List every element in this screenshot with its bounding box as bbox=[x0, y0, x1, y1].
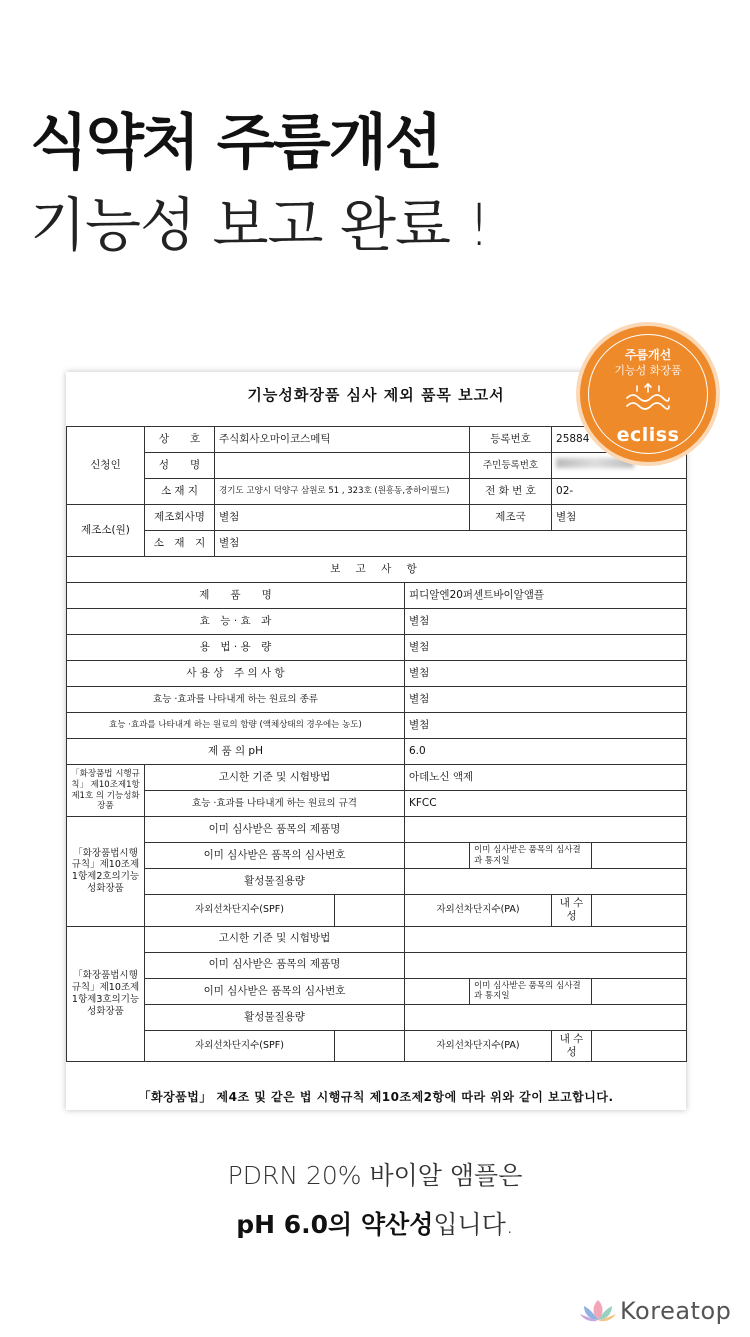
badge-brand: ecliss bbox=[616, 424, 680, 446]
section2-product-label: 이미 심사받은 품목의 제품명 bbox=[145, 817, 405, 843]
wrinkle-care-badge bbox=[576, 322, 720, 466]
section2-spf-label: 자외선차단지수(SPF) bbox=[145, 895, 335, 926]
section2-review-no-label: 이미 심사받은 품목의 심사번호 bbox=[145, 843, 405, 869]
resident-id-label: 주민등록번호 bbox=[470, 453, 552, 479]
report-row-value: 별첨 bbox=[405, 713, 687, 739]
section3-label: 「화장품법시행규칙」제10조제1항제3호의기능성화장품 bbox=[67, 926, 145, 1062]
section3-review-date-label: 이미 심사받은 품목의 심사결과 통지일 bbox=[470, 978, 592, 1004]
headline-main: 식약처 주름개선 bbox=[30, 108, 441, 178]
section3-review-no-label: 이미 심사받은 품목의 심사번호 bbox=[145, 978, 405, 1004]
section3-spf-value bbox=[335, 1030, 405, 1061]
section2-water-value bbox=[592, 895, 687, 926]
report-row-label: 사 용 상 주 의 사 항 bbox=[67, 661, 405, 687]
section2-review-date-value bbox=[592, 843, 687, 869]
section3-water-value bbox=[592, 1030, 687, 1061]
country-label: 제조국 bbox=[470, 505, 552, 531]
report-row-label: 효능 ·효과를 나타내게 하는 원료의 종류 bbox=[67, 687, 405, 713]
reg-number-value: 25884 bbox=[552, 427, 687, 453]
phone-label: 전 화 번 호 bbox=[470, 479, 552, 505]
section1-label: 「화장품법 시행규칙」 제10조제1항제1호 의 기능성화장품 bbox=[67, 765, 145, 817]
section2-label: 「화장품법시행규칙」제10조제1항제2호의기능성화장품 bbox=[67, 817, 145, 927]
badge-subtitle: 기능성 화장품 bbox=[614, 364, 682, 377]
section3-method-label: 고시한 기준 및 시험방법 bbox=[145, 926, 405, 952]
section3-product-label: 이미 심사받은 품목의 제품명 bbox=[145, 952, 405, 978]
section3-pa-label: 자외선차단지수(PA) bbox=[405, 1030, 552, 1061]
section2-active-label: 활성물질용량 bbox=[145, 869, 405, 895]
headline-sub: 기능성 보고 완료 ! bbox=[30, 191, 490, 259]
manufacturer-section-label: 제조소(원) bbox=[67, 505, 145, 557]
report-row-label: 제 품 명 bbox=[67, 583, 405, 609]
section2-review-date-label: 이미 심사받은 품목의 심사결과 통지일 bbox=[470, 843, 592, 869]
lotus-logo-icon bbox=[578, 1296, 618, 1326]
company-name-value: 주식회사오마이코스메틱 bbox=[215, 427, 470, 453]
section1-row-value: KFCC bbox=[405, 791, 687, 817]
section2-active-value bbox=[405, 869, 687, 895]
caption-line-2 bbox=[0, 1205, 750, 1241]
company-name-label: 상 호 bbox=[145, 427, 215, 453]
section2-water-label: 내 수 성 bbox=[552, 895, 592, 926]
report-row-value: 별첨 bbox=[405, 635, 687, 661]
address-label: 소 재 지 bbox=[145, 479, 215, 505]
section2-product-value bbox=[405, 817, 687, 843]
report-row-value: 6.0 bbox=[405, 739, 687, 765]
section2-pa-label: 자외선차단지수(PA) bbox=[405, 895, 552, 926]
document-footer: 「화장품법」 제4조 및 같은 법 시행규칙 제10조제2항에 따라 위와 같이 보고합니다. bbox=[138, 1090, 614, 1104]
wrinkle-care-icon bbox=[623, 382, 673, 412]
section3-water-label: 내 수 성 bbox=[552, 1030, 592, 1061]
manufacturer-name-label: 제조회사명 bbox=[145, 505, 215, 531]
report-section-header: 보 고 사 항 bbox=[67, 557, 687, 583]
report-row-value: 별첨 bbox=[405, 687, 687, 713]
person-name-value bbox=[215, 453, 470, 479]
section2-spf-value bbox=[335, 895, 405, 926]
section3-spf-label: 자외선차단지수(SPF) bbox=[145, 1030, 335, 1061]
report-form-table bbox=[66, 426, 687, 1062]
section3-active-label: 활성물질용량 bbox=[145, 1004, 405, 1030]
address-value: 경기도 고양시 덕양구 삼원로 51 , 323호 (원흥동,중하이필드) bbox=[215, 479, 470, 505]
logo-text: Koreatop bbox=[620, 1297, 732, 1325]
section3-active-value bbox=[405, 1004, 687, 1030]
report-row-value: 피디알엔20퍼센트바이알앰플 bbox=[405, 583, 687, 609]
document-title: 기능성화장품 심사 제외 품목 보고서 bbox=[247, 386, 505, 404]
section3-review-date-value bbox=[592, 978, 687, 1004]
person-name-label: 성 명 bbox=[145, 453, 215, 479]
section2-review-no-value bbox=[405, 843, 470, 869]
reg-number-label: 등록번호 bbox=[470, 427, 552, 453]
section1-row-value: 아데노신 액제 bbox=[405, 765, 687, 791]
manufacturer-address-value: 별첨 bbox=[215, 531, 687, 557]
report-row-label: 효 능 · 효 과 bbox=[67, 609, 405, 635]
report-row-label: 용 법 · 용 량 bbox=[67, 635, 405, 661]
section1-row-label: 효능 ·효과를 나타내게 하는 원료의 규격 bbox=[145, 791, 405, 817]
report-row-value: 별첨 bbox=[405, 661, 687, 687]
report-row-value: 별첨 bbox=[405, 609, 687, 635]
manufacturer-address-label: 소 재 지 bbox=[145, 531, 215, 557]
report-document bbox=[66, 372, 686, 1110]
phone-value: 02- bbox=[552, 479, 687, 505]
section3-method-value bbox=[405, 926, 687, 952]
applicant-section-label: 신청인 bbox=[67, 427, 145, 505]
badge-title: 주름개선 bbox=[624, 348, 672, 362]
caption-rest: 입니다. bbox=[433, 1210, 514, 1239]
caption-highlight: pH 6.0의 약산성 bbox=[236, 1210, 434, 1239]
manufacturer-name-value: 별첨 bbox=[215, 505, 470, 531]
caption-line-1: PDRN 20% 바이알 앰플은 bbox=[227, 1161, 523, 1190]
country-value: 별첨 bbox=[552, 505, 687, 531]
report-row-label: 제 품 의 pH bbox=[67, 739, 405, 765]
section1-row-label: 고시한 기준 및 시험방법 bbox=[145, 765, 405, 791]
section3-review-no-value bbox=[405, 978, 470, 1004]
section3-product-value bbox=[405, 952, 687, 978]
report-row-label: 효능 ·효과를 나타내게 하는 원료의 함량 (액체상태의 경우에는 농도) bbox=[67, 713, 405, 739]
koreatop-logo bbox=[578, 1294, 731, 1328]
